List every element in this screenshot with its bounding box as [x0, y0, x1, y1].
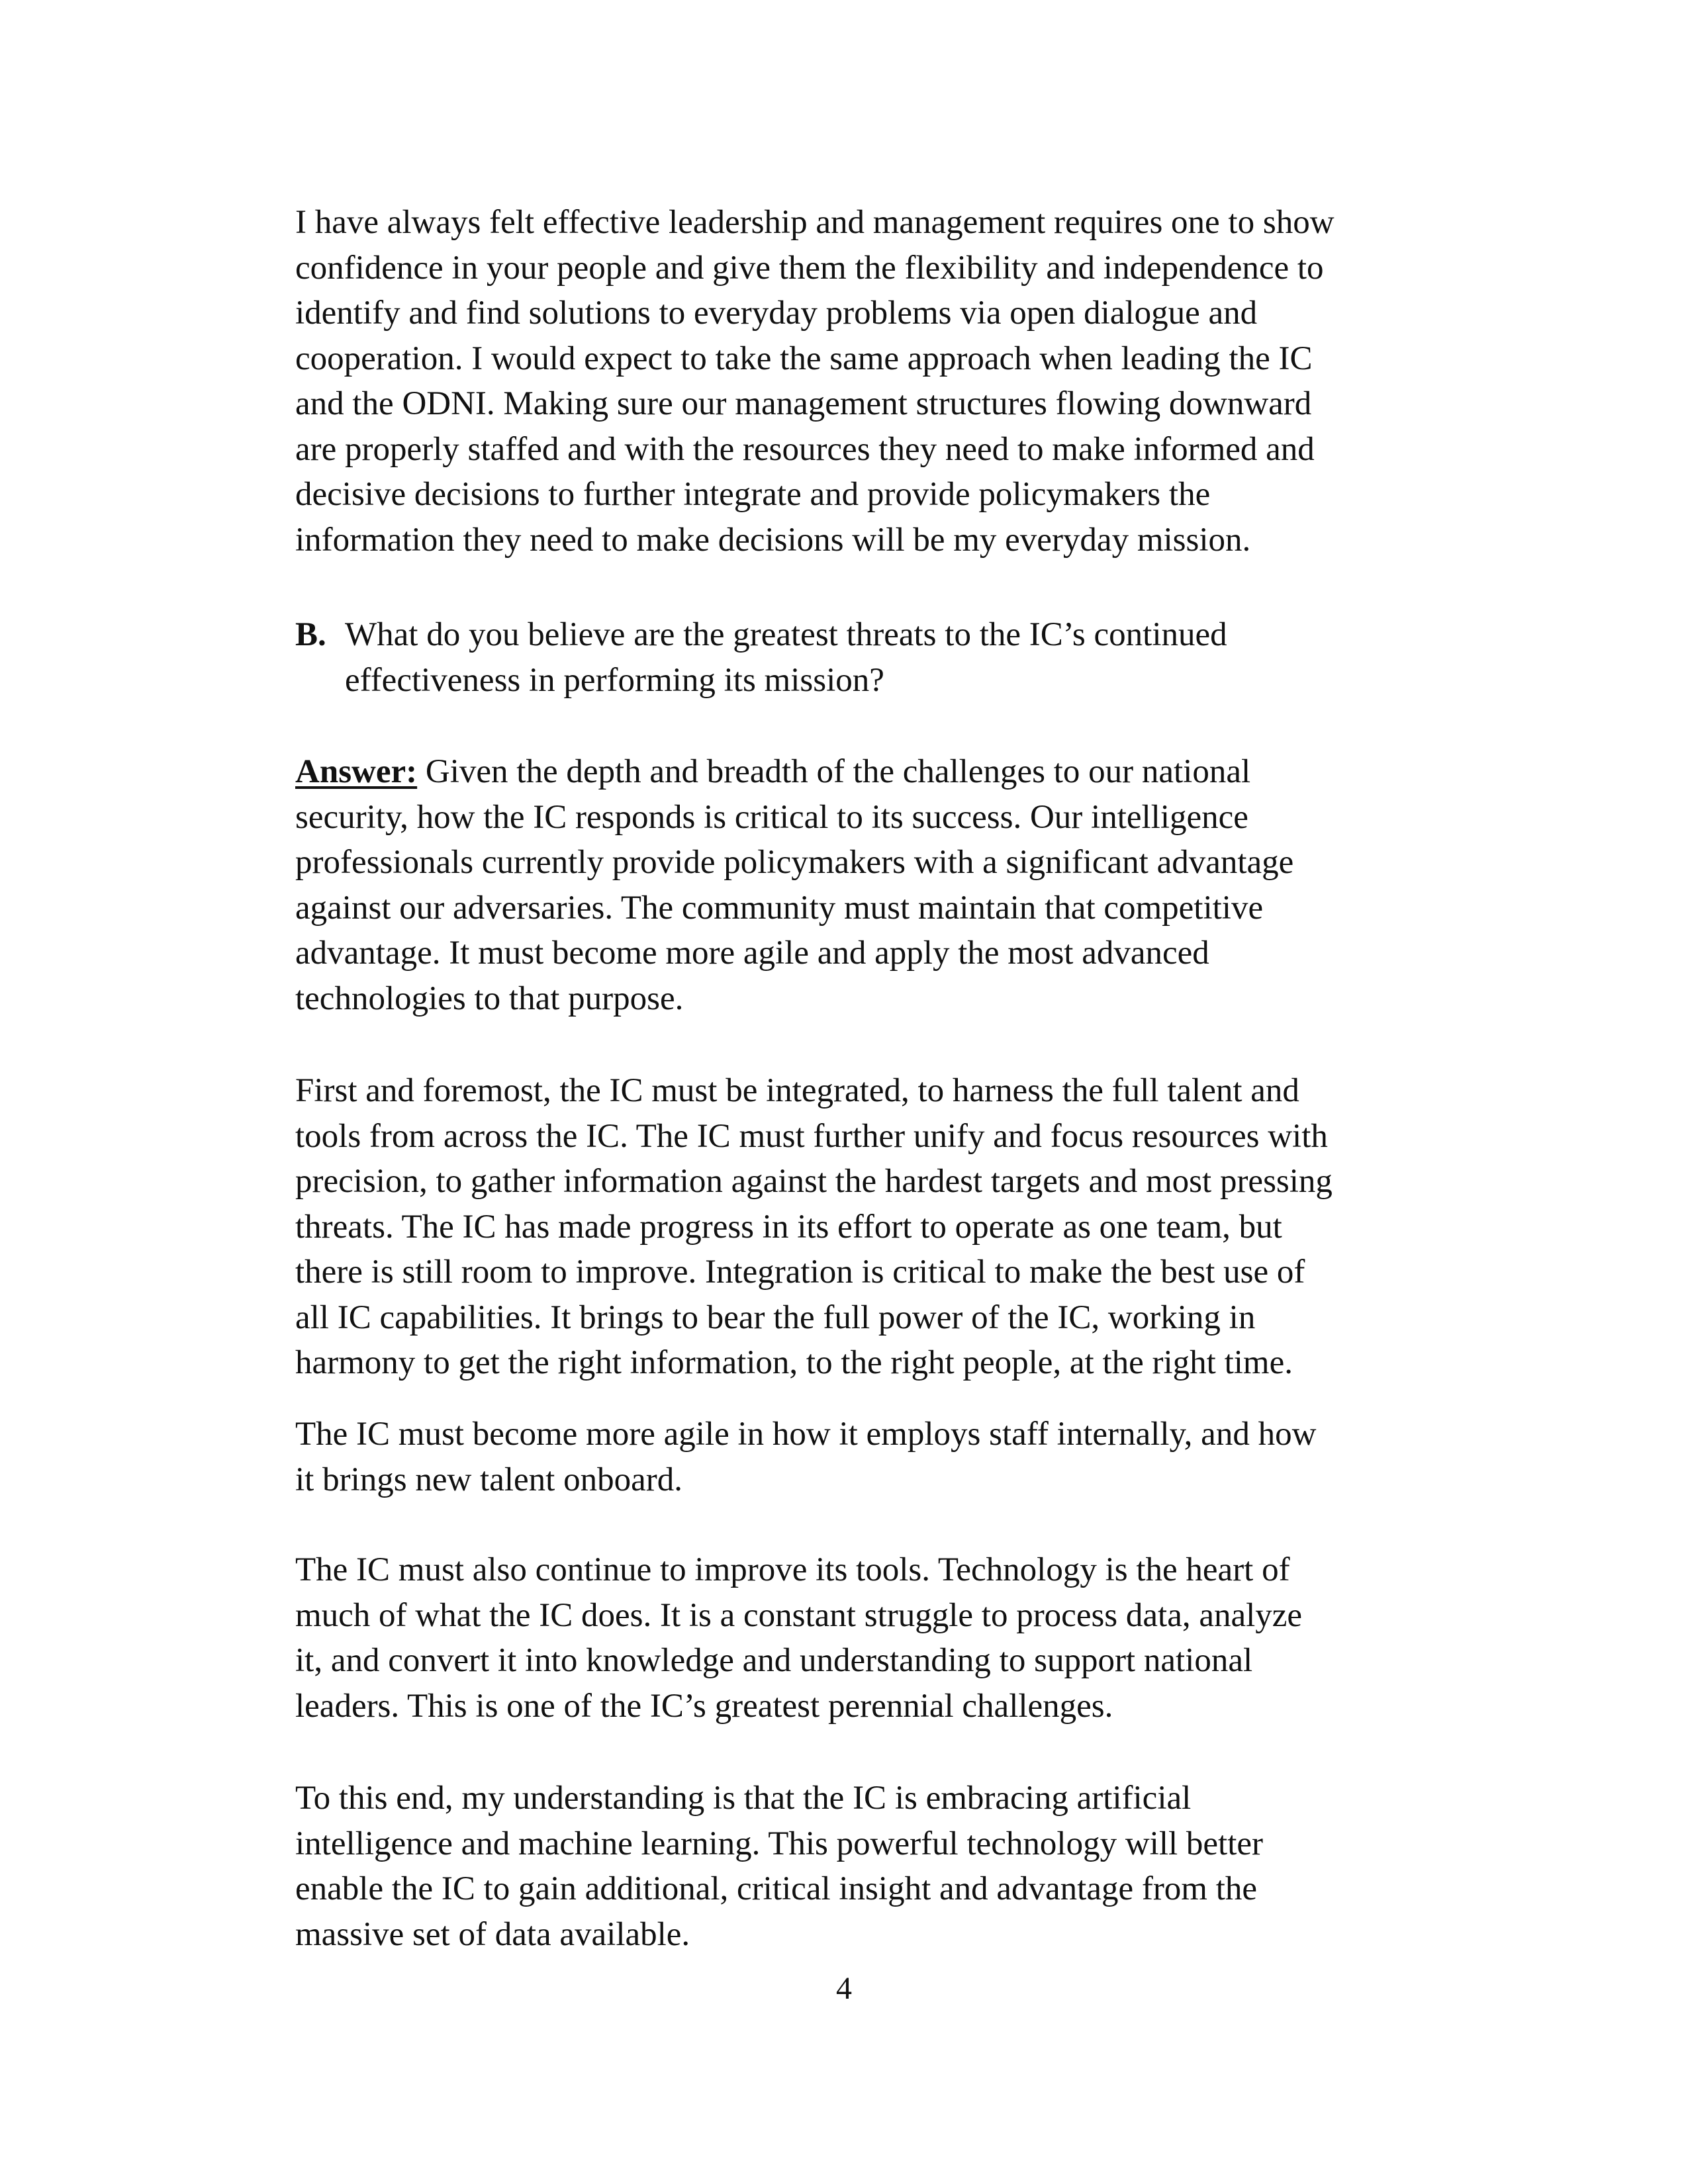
paragraph-line: threats. The IC has made progress in its effort to operate as one team, but: [295, 1208, 1282, 1246]
question-line: What do you believe are the greatest threats to the IC’s continued: [345, 616, 1227, 653]
paragraph-line: enable the IC to gain additional, critical insight and advantage from the: [295, 1870, 1258, 1907]
paragraph-line: information they need to make decisions will be my everyday mission.: [295, 521, 1251, 559]
paragraph-line: The IC must become more agile in how it employs staff internally, and how: [295, 1416, 1317, 1453]
paragraph-line: decisive decisions to further integrate and provide policymakers the: [295, 476, 1211, 513]
answer-label: Answer:: [295, 753, 418, 790]
paragraph-line: it brings new talent onboard.: [295, 1461, 682, 1498]
paragraph-line: To this end, my understanding is that the IC is embracing artificial: [295, 1780, 1192, 1817]
paragraph-tools: [295, 1547, 1487, 1729]
paragraph-line: harmony to get the right information, to the right people, at the right time.: [295, 1344, 1293, 1381]
paragraph-leadership: [295, 200, 1487, 563]
paragraph-line: identify and find solutions to everyday problems via open dialogue and: [295, 295, 1258, 332]
paragraph-line: tools from across the IC. The IC must further unify and focus resources with: [295, 1117, 1328, 1155]
paragraph-line: The IC must also continue to improve its tools. Technology is the heart of: [295, 1551, 1290, 1588]
question-line: effectiveness in performing its mission?: [345, 661, 884, 699]
paragraph-line: precision, to gather information against the hardest targets and most pressing: [295, 1163, 1333, 1200]
paragraph-line: it, and convert it into knowledge and understanding to support national: [295, 1642, 1253, 1679]
paragraph-line: I have always felt effective leadership and management requires one to show: [295, 204, 1335, 241]
paragraph-line: against our adversaries. The community must maintain that competitive: [295, 889, 1264, 927]
paragraph-line: leaders. This is one of the IC’s greatest perennial challenges.: [295, 1687, 1113, 1725]
answer-first-line-text: Given the depth and breadth of the challenges to our national: [417, 753, 1251, 790]
answer-paragraph: [295, 749, 1487, 1021]
paragraph-integration: [295, 1068, 1487, 1386]
paragraph-line: all IC capabilities. It brings to bear the full power of the IC, working in: [295, 1298, 1256, 1336]
paragraph-line: much of what the IC does. It is a constant struggle to process data, analyze: [295, 1596, 1303, 1634]
paragraph-line: massive set of data available.: [295, 1915, 690, 1953]
paragraph-agility: [295, 1412, 1487, 1502]
paragraph-ai: [295, 1776, 1487, 1957]
paragraph-line: confidence in your people and give them the flexibility and independence to: [295, 249, 1324, 287]
paragraph-line: are properly staffed and with the resources they need to make informed and: [295, 430, 1315, 468]
paragraph-line: technologies to that purpose.: [295, 979, 684, 1017]
paragraph-line: there is still room to improve. Integration is critical to make the best use of: [295, 1253, 1305, 1291]
paragraph-line: intelligence and machine learning. This powerful technology will better: [295, 1825, 1264, 1862]
question-text: [345, 612, 1227, 703]
paragraph-line: security, how the IC responds is critical to its success. Our intelligence: [295, 798, 1248, 836]
paragraph-line: advantage. It must become more agile and apply the most advanced: [295, 934, 1209, 972]
paragraph-line: professionals currently provide policymakers with a significant advantage: [295, 844, 1294, 881]
answer-first-line: [295, 749, 1487, 795]
paragraph-line: and the ODNI. Making sure our management structures flowing downward: [295, 385, 1312, 422]
paragraph-line: cooperation. I would expect to take the same approach when leading the IC: [295, 340, 1313, 377]
question-marker: B.: [295, 616, 326, 653]
page-number: 4: [836, 1971, 852, 2006]
paragraph-line: First and foremost, the IC must be integrated, to harness the full talent and: [295, 1072, 1299, 1109]
